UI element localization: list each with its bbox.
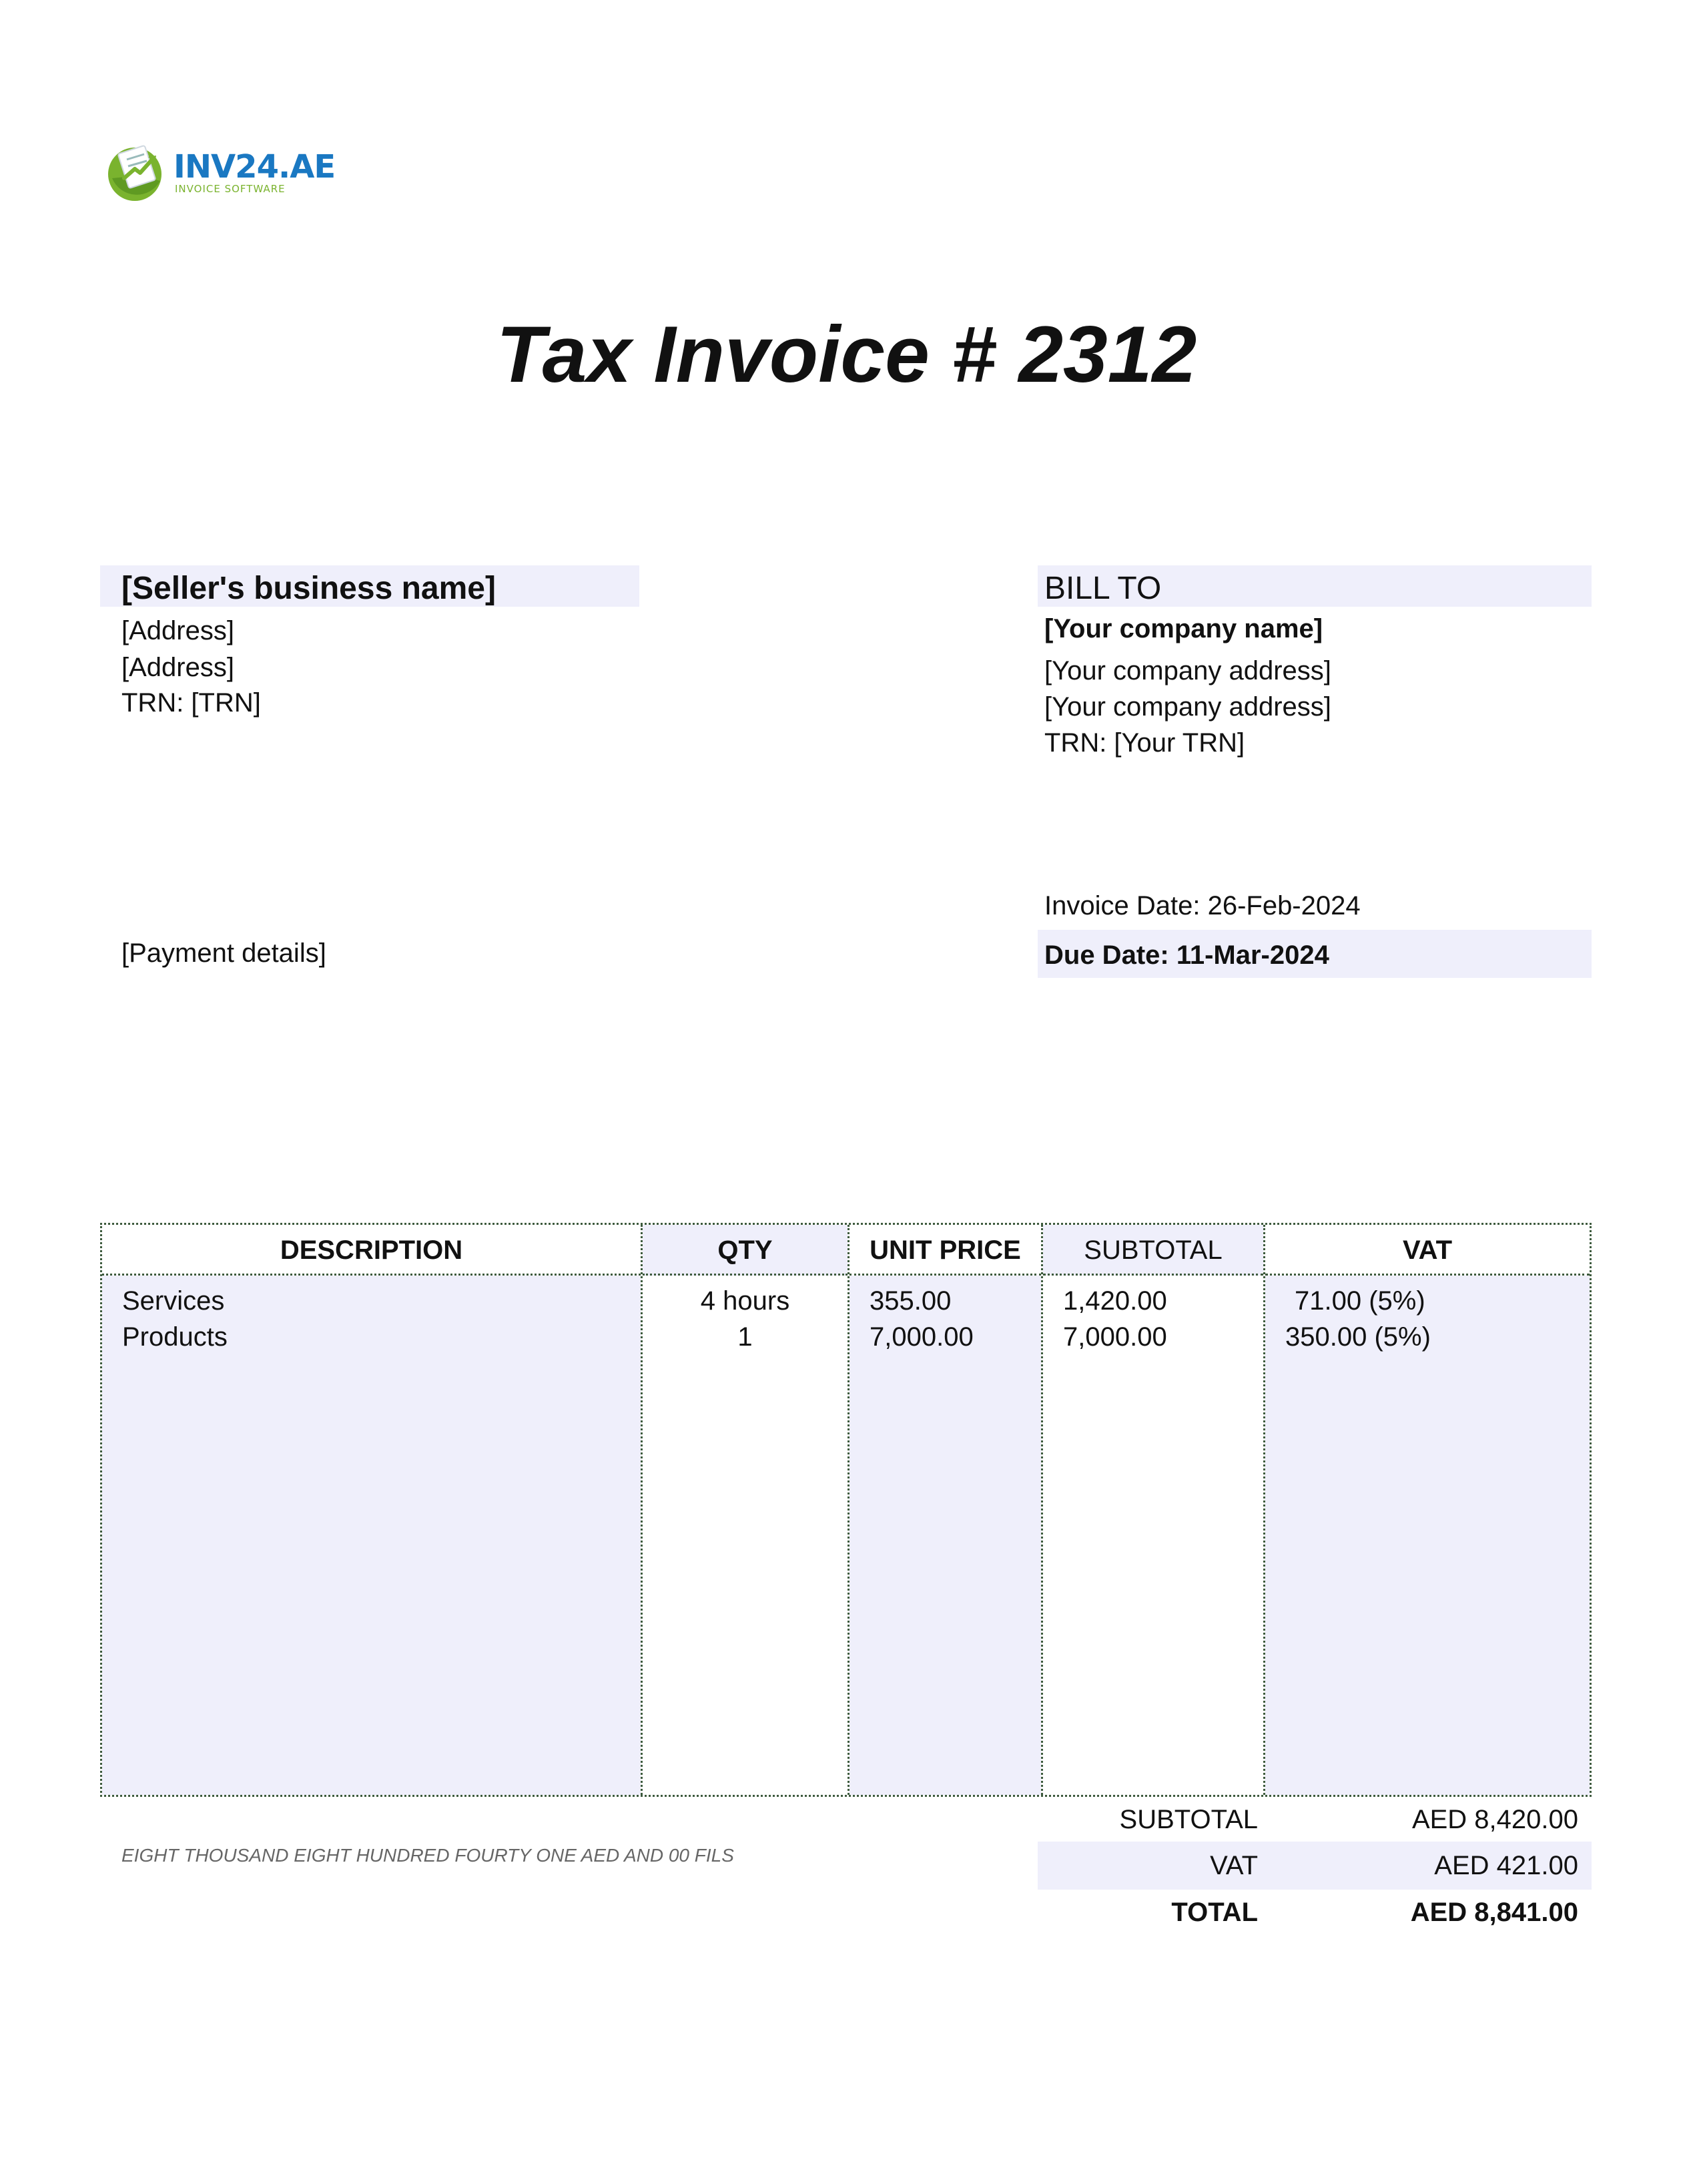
- payment-details: [Payment details]: [121, 938, 326, 968]
- qty-column: [641, 1225, 848, 1795]
- vat-column: [1263, 1225, 1590, 1795]
- bill-to-trn: TRN: [Your TRN]: [1044, 728, 1245, 758]
- logo-tagline: INVOICE SOFTWARE: [175, 183, 286, 195]
- bill-to-heading: BILL TO: [1044, 571, 1162, 606]
- seller-trn: TRN: [TRN]: [121, 688, 261, 718]
- seller-address-2: [Address]: [121, 653, 234, 682]
- row-2-unit-price: 7,000.00: [870, 1322, 974, 1352]
- row-2-description: Products: [122, 1322, 228, 1352]
- totals-total-label: TOTAL: [1171, 1898, 1258, 1927]
- totals-subtotal-value: AED 8,420.00: [1411, 1805, 1578, 1834]
- vat-header: VAT: [1265, 1225, 1590, 1276]
- vat-column-body: [1265, 1276, 1590, 1795]
- description-column: [102, 1225, 641, 1795]
- subtotal-header: SUBTOTAL: [1043, 1225, 1263, 1276]
- bill-to-address-2: [Your company address]: [1044, 692, 1331, 722]
- unit-price-column-body: [850, 1276, 1041, 1795]
- row-1-qty: 4 hours: [700, 1286, 790, 1316]
- description-column-body: [102, 1276, 641, 1795]
- qty-column-body: [643, 1276, 848, 1795]
- invoice-arrow-logo-icon: [100, 137, 180, 204]
- totals-total-value: AED 8,841.00: [1410, 1898, 1578, 1927]
- logo-name: INV24.AE: [174, 148, 336, 186]
- totals-vat-label: VAT: [1210, 1851, 1258, 1880]
- seller-name: [Seller's business name]: [121, 571, 496, 606]
- invoice-title: Tax Invoice # 2312: [496, 310, 1197, 399]
- row-2-vat: 350.00 (5%): [1285, 1322, 1431, 1352]
- totals-vat-value: AED 421.00: [1434, 1851, 1578, 1880]
- row-2-subtotal: 7,000.00: [1063, 1322, 1167, 1352]
- amount-in-words: EIGHT THOUSAND EIGHT HUNDRED FOURTY ONE AED AND 00 FILS: [121, 1845, 734, 1866]
- totals-subtotal-label: SUBTOTAL: [1119, 1805, 1258, 1834]
- row-1-subtotal: 1,420.00: [1063, 1286, 1167, 1316]
- row-1-vat: 71.00 (5%): [1295, 1286, 1425, 1316]
- unit-price-header: UNIT PRICE: [850, 1225, 1041, 1276]
- due-date: Due Date: 11-Mar-2024: [1044, 940, 1329, 970]
- bill-to-address-1: [Your company address]: [1044, 656, 1331, 686]
- qty-header: QTY: [643, 1225, 848, 1276]
- row-1-unit-price: 355.00: [870, 1286, 952, 1316]
- subtotal-column-body: [1043, 1276, 1263, 1795]
- description-header: DESCRIPTION: [102, 1225, 641, 1276]
- invoice-date: Invoice Date: 26-Feb-2024: [1044, 891, 1361, 920]
- seller-address-1: [Address]: [121, 616, 234, 645]
- row-1-description: Services: [122, 1286, 225, 1316]
- subtotal-column: [1041, 1225, 1263, 1795]
- row-2-qty: 1: [737, 1322, 753, 1352]
- bill-to-company: [Your company name]: [1044, 614, 1323, 643]
- line-items-table: [100, 1223, 1592, 1797]
- unit-price-column: [848, 1225, 1041, 1795]
